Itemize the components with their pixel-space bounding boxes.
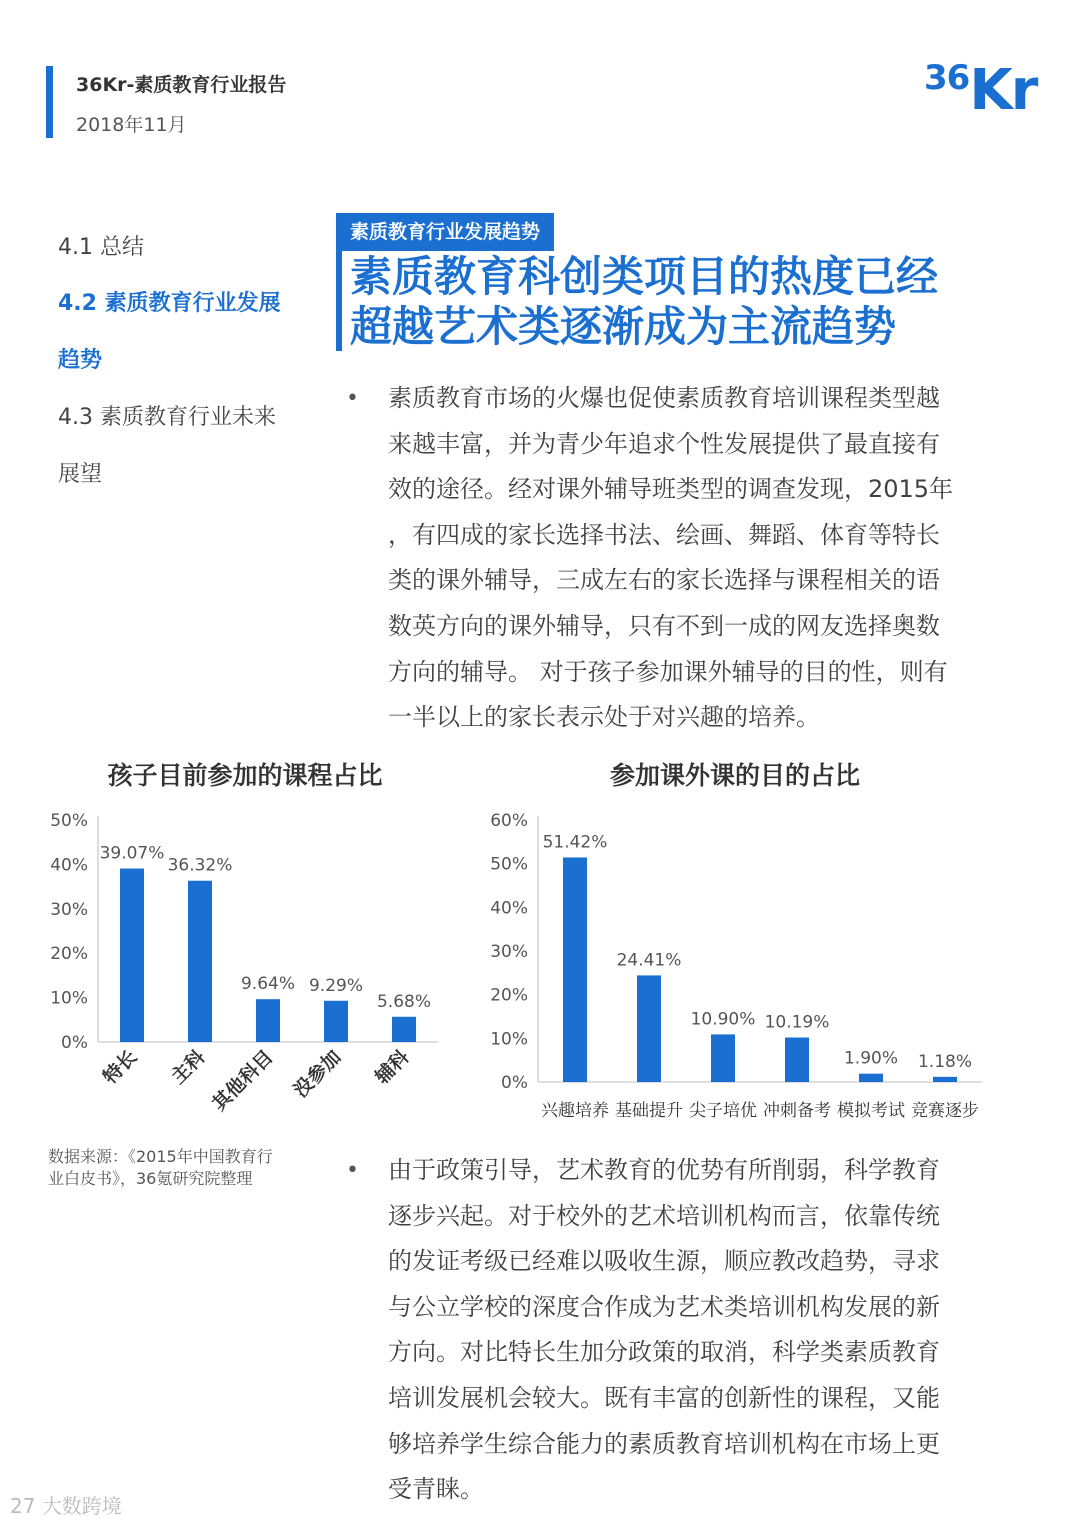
paragraph-line: 逐步兴起。对于校外的艺术培训机构而言，依靠传统 (388, 1201, 940, 1230)
data-label: 5.68% (376, 991, 432, 1012)
chart1 (0, 800, 460, 1140)
paragraph-line: 培训发展机会较大。既有丰富的创新性的课程，又能 (388, 1383, 940, 1412)
y-tick-label: 60% (490, 811, 528, 831)
paragraph-line: 的发证考级已经难以吸收生源，顺应教改趋势，寻求 (388, 1247, 940, 1276)
paragraph-line: 与公立学校的深度合作成为艺术类培训机构发展的新 (388, 1292, 940, 1321)
y-tick-label: 40% (490, 898, 528, 919)
bar (120, 869, 144, 1042)
logo-letters: Kr (969, 58, 1037, 123)
bar (785, 1038, 809, 1082)
data-label: 1.90% (843, 1048, 899, 1069)
headline-line: 超越艺术类逐渐成为主流趋势 (350, 302, 897, 351)
paragraph-line: 够培养学生综合能力的素质教育培训机构在市场上更 (388, 1429, 940, 1458)
headline-accent-rule (336, 251, 342, 351)
data-label: 39.07% (99, 843, 165, 864)
y-tick-label: 0% (61, 1033, 88, 1053)
bar (637, 975, 661, 1082)
x-tick-label: 其他科目 (208, 1045, 278, 1116)
bar (563, 857, 587, 1082)
x-tick-label: 模拟考试 (837, 1101, 905, 1121)
bullet-dot: • (346, 386, 359, 411)
logo-number: 36 (924, 58, 970, 98)
data-label: 9.64% (240, 974, 296, 995)
y-tick-label: 40% (50, 855, 88, 876)
bar (324, 1001, 348, 1042)
paragraph-line: 一半以上的家长表示处于对兴趣的培养。 (388, 703, 820, 732)
y-tick-label: 10% (490, 1029, 528, 1050)
x-tick-label: 没参加 (289, 1045, 346, 1102)
bar (859, 1074, 883, 1082)
paragraph-line: 类的课外辅导，三成左右的家长选择与课程相关的语 (388, 566, 940, 595)
paragraph-line: 方向。对比特长生加分政策的取消，科学类素质教育 (388, 1338, 940, 1367)
y-tick-label: 30% (490, 942, 528, 962)
paragraph-line: ，有四成的家长选择书法、绘画、舞蹈、体育等特长 (388, 520, 940, 549)
headline (350, 252, 1030, 352)
x-tick-label: 冲刺备考 (763, 1101, 831, 1121)
bar (392, 1017, 416, 1042)
y-tick-label: 50% (490, 854, 528, 875)
bar (933, 1077, 957, 1082)
bar (188, 881, 212, 1042)
x-tick-label: 基础提升 (615, 1101, 683, 1121)
paragraph-line: 数英方向的课外辅导，只有不到一成的网友选择奥数 (388, 611, 940, 640)
bullet-dot: • (346, 1158, 359, 1183)
x-tick-label: 兴趣培养 (541, 1101, 609, 1121)
y-tick-label: 0% (501, 1073, 528, 1093)
data-label: 10.19% (764, 1012, 830, 1033)
toc-item-outlook-line2[interactable]: 展望 (58, 462, 103, 487)
y-tick-label: 30% (50, 899, 88, 920)
source-line: 业白皮书》，36氪研究院整理 (48, 1169, 253, 1188)
section-tag: 素质教育行业发展趋势 (336, 213, 554, 251)
footer-watermark (10, 1490, 122, 1519)
toc-item-outlook-line1[interactable]: 4.3 素质教育行业未来 (58, 405, 276, 430)
chart2 (470, 800, 1010, 1140)
toc-item-trend-line1[interactable]: 4.2 素质教育行业发展 (58, 291, 281, 316)
paragraph-2 (388, 1148, 988, 1513)
toc-item-trend-line2[interactable]: 趋势 (58, 348, 103, 373)
data-label: 36.32% (167, 855, 233, 876)
report-date: 2018年11月 (76, 114, 187, 136)
page-number: 27 (10, 1494, 36, 1518)
report-title: 36Kr-素质教育行业报告 (76, 74, 287, 96)
source-line: 数据来源：《2015年中国教育行 (48, 1147, 273, 1166)
paragraph-line: 方向的辅导。 对于孩子参加课外辅导的目的性，则有 (388, 657, 948, 686)
x-tick-label: 尖子培优 (689, 1101, 757, 1121)
data-label: 51.42% (542, 832, 608, 853)
paragraph-line: 来越丰富，并为青少年追求个性发展提供了最直接有 (388, 429, 940, 458)
x-tick-label: 主科 (167, 1045, 210, 1089)
watermark-text: 大数跨境 (41, 1494, 122, 1518)
data-label: 24.41% (616, 950, 682, 971)
brand-logo (924, 58, 1036, 123)
data-source (48, 1146, 328, 1190)
data-label: 9.29% (308, 975, 364, 996)
x-tick-label: 竞赛逐步 (911, 1101, 979, 1121)
paragraph-line: 素质教育市场的火爆也促使素质教育培训课程类型越 (388, 384, 940, 412)
data-label: 10.90% (690, 1009, 756, 1030)
chart2-title: 参加课外课的目的占比 (609, 761, 860, 790)
y-tick-label: 20% (50, 944, 88, 965)
bar (256, 999, 280, 1042)
y-tick-label: 10% (50, 988, 88, 1009)
paragraph-line: 由于政策引导，艺术教育的优势有所削弱，科学教育 (388, 1156, 940, 1184)
paragraph-line: 受青睐。 (388, 1475, 484, 1504)
header-accent-bar (46, 66, 53, 138)
paragraph-1 (388, 376, 988, 741)
toc-item-summary[interactable]: 4.1 总结 (58, 235, 144, 260)
bar (711, 1034, 735, 1082)
chart1-title: 孩子目前参加的课程占比 (107, 761, 383, 790)
y-tick-label: 20% (490, 985, 528, 1006)
x-tick-label: 辅科 (371, 1045, 414, 1089)
data-label: 1.18% (917, 1051, 973, 1072)
headline-line: 素质教育科创类项目的热度已经 (350, 252, 939, 301)
y-tick-label: 50% (50, 811, 88, 831)
x-tick-label: 特长 (99, 1045, 142, 1089)
paragraph-line: 效的途径。经对课外辅导班类型的调查发现，2015年 (388, 475, 954, 504)
